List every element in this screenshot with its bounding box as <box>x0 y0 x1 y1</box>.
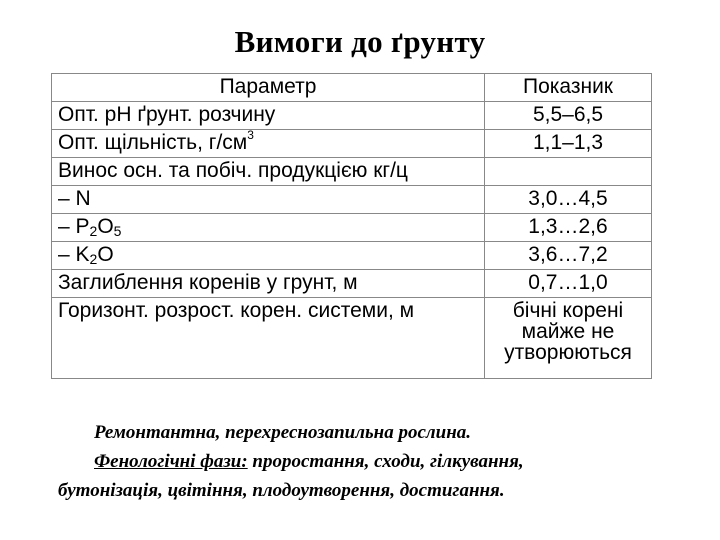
param-text: – K <box>58 243 90 266</box>
param-cell: Винос осн. та побіч. продукцією кг/ц <box>52 158 485 186</box>
page-title: Вимоги до ґрунту <box>234 24 486 59</box>
table-row <box>52 242 652 270</box>
value-cell: 3,6…7,2 <box>485 242 652 270</box>
param-subscript: 2 <box>89 251 98 267</box>
param-text: Опт. щільність, г/см <box>58 131 248 154</box>
phases-continuation: бутонізація, цвітіння, плодоутворення, достигання. <box>58 480 505 501</box>
header-param: Параметр <box>52 74 485 102</box>
notes-block <box>58 418 668 505</box>
phases-label: Фенологічні фази: <box>94 451 248 472</box>
value-cell: 5,5–6,5 <box>485 102 652 130</box>
header-value: Показник <box>485 74 652 102</box>
phases-text: проростання, сходи, гілкування, <box>252 451 524 472</box>
value-cell: 3,0…4,5 <box>485 186 652 214</box>
param-superscript: 3 <box>247 128 254 142</box>
param-subscript: 5 <box>113 223 122 239</box>
note-line: Ремонтантна, перехреснозапильна рослина. <box>94 422 472 443</box>
table-row <box>52 270 652 298</box>
param-cell: Горизонт. розрост. корен. системи, м <box>52 298 485 379</box>
table-row <box>52 298 652 379</box>
value-cell: 1,1–1,3 <box>485 130 652 158</box>
table-row <box>52 102 652 130</box>
table-row <box>52 130 652 158</box>
param-cell: Опт. рН ґрунт. розчину <box>52 102 485 130</box>
param-cell <box>52 242 485 270</box>
table-row <box>52 158 652 186</box>
param-cell <box>52 214 485 242</box>
phases-line <box>58 447 668 476</box>
value-cell <box>485 158 652 186</box>
param-text: – P <box>58 215 90 238</box>
value-cell: 1,3…2,6 <box>485 214 652 242</box>
param-cell: Заглиблення коренів у грунт, м <box>52 270 485 298</box>
table-header-row <box>52 74 652 102</box>
table-row <box>52 186 652 214</box>
param-subscript: 2 <box>89 223 98 239</box>
requirements-table <box>51 73 652 379</box>
value-cell: бічні корені майже не утворюються <box>485 298 652 379</box>
table-row <box>52 214 652 242</box>
param-text: O <box>97 215 114 238</box>
param-cell <box>52 130 485 158</box>
param-cell: – N <box>52 186 485 214</box>
value-cell: 0,7…1,0 <box>485 270 652 298</box>
param-text: O <box>97 243 114 266</box>
